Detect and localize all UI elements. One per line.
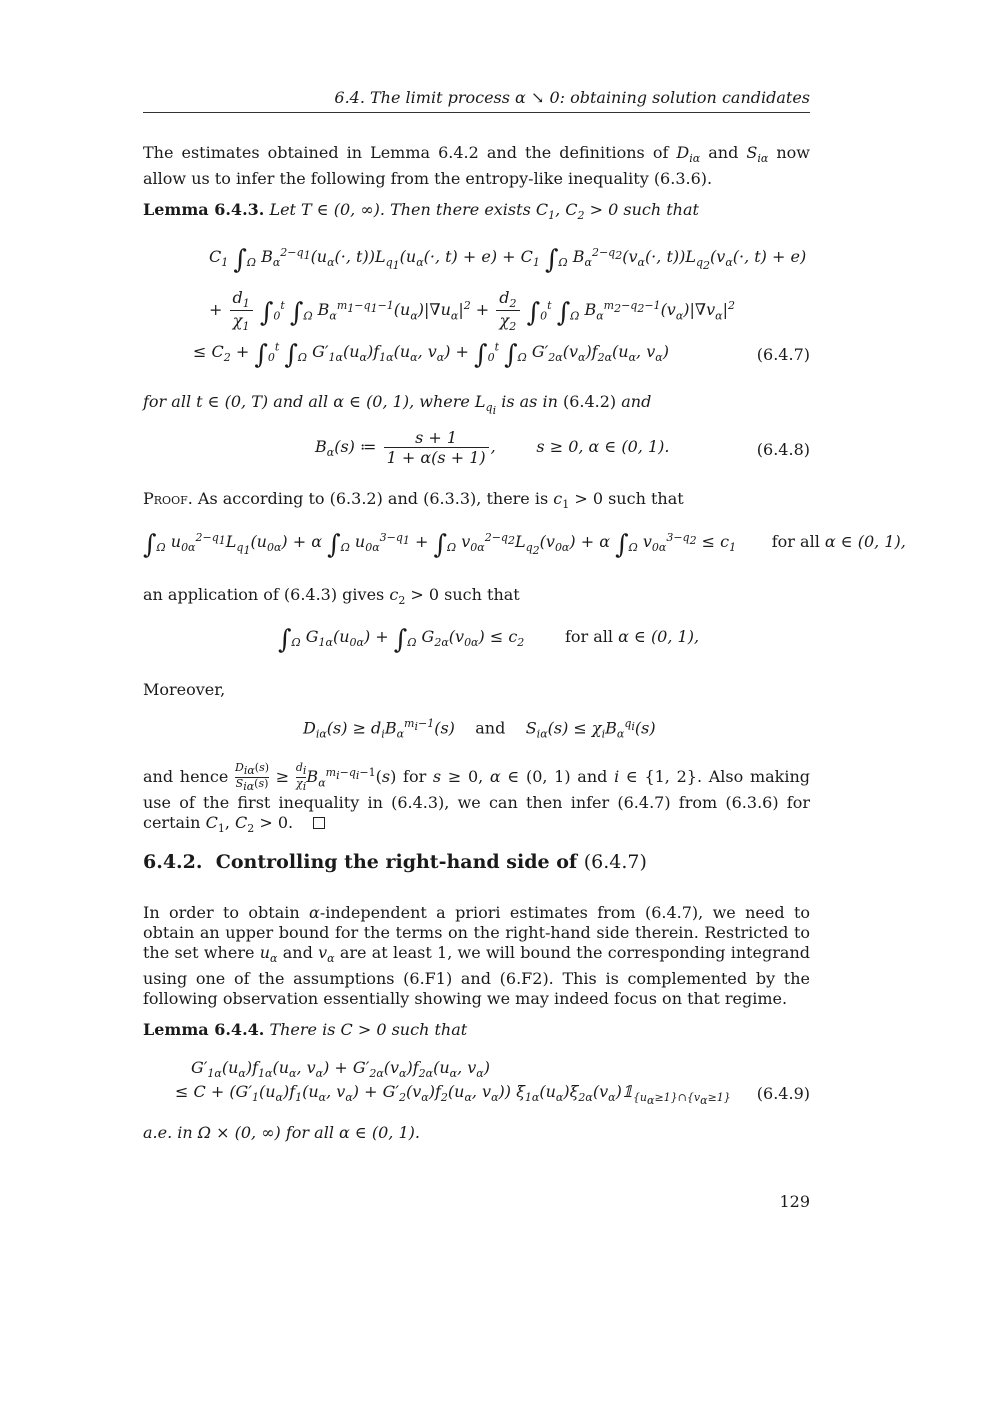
lemma-6-4-4-statement [143, 1020, 810, 1040]
proof-equation-1: $\int_\Omega$ $u_{0\alpha}^{2-q_1}L_{q_1}(u_{0\alpha}) + \alpha$ $\int_\Omega$ $u_{0\alpha}^{3-q_1} + \int_\Omega$ $v_{0\alpha}^{2-q_2}L_{q_2}(v_{0\alpha}) + \alpha$ $\int_\Omega$ $v_{0\alpha}^{3-q_2} \le c_1$ for all α ∈ (0, 1), [143, 530, 906, 560]
lemma-6-4-4-text: There is C > 0 such that [269, 1020, 468, 1039]
section-title: Controlling the right-hand side of [215, 851, 578, 873]
lemma-6-4-3-after: for all t ∈ (0, T) and all α ∈ (0, 1), where $L_{q_i}$ is as in (6.4.2) and [143, 392, 652, 418]
equation-6-4-9-line1: $G'_{1\alpha}(u_\alpha)f_{1\alpha}(u_\alpha$, $v_\alpha) + G'_{2\alpha}(v_\alpha)f_{2\alpha}(u_\alpha$, $v_\alpha$) [191, 1058, 490, 1081]
section-heading [143, 851, 647, 873]
lemma-6-4-3-label: Lemma 6.4.3. [143, 200, 265, 219]
qed-square-icon [313, 817, 325, 829]
equation-number-6-4-7: (6.4.7) [756, 345, 810, 364]
proof-line-4: and hence $D_{i\alpha}(s)$ $S_{i\alpha}(s)$ ≥ $\frac{d_i}{\chi_i}B_\alpha^{m_i-q_i-1}(s)$ for s ≥ 0, α ∈ (0, 1) and i ∈ {1, 2}. Also making use of the first inequality in (6.4.3), we can then infer (6.4.7) from (6.3.6) for certain $C_1$, $C_2 > 0$. [143, 761, 811, 836]
section-paragraph: In order to obtain α-independent a priori estimates from (6.4.7), we need to obtain an upper bound for the terms on the right-hand side therein. Restricted to the set where $u_\alpha$ and $v_\alpha$ are at least 1, we will bound the corresponding integrand using one of the assumptions (6.F1) and (6.F2). This is complemented by the following observation essentially showing we may indeed focus on that regime. [143, 903, 811, 1009]
proof-label: Proof. [143, 489, 193, 508]
lemma-6-4-4-after: a.e. in Ω × (0, ∞) for all α ∈ (0, 1). [143, 1123, 420, 1142]
equation-number-6-4-8: (6.4.8) [756, 440, 810, 459]
proof-line-2: an application of (6.4.3) gives $c_2 > 0$ such that [143, 585, 520, 608]
proof-intro: Proof. As according to (6.3.2) and (6.3.3), there is $c_1 > 0$ such that [143, 489, 684, 512]
intro-paragraph: The estimates obtained in Lemma 6.4.2 and the definitions of $D_{i\alpha}$ and $S_{i\alpha}$ now allow us to infer the following from the entropy-like inequality (6.3.6). [143, 143, 810, 189]
equation-number-6-4-9: (6.4.9) [756, 1084, 810, 1103]
section-number: 6.4.2. [143, 851, 203, 873]
running-header: 6.4. The limit process α ↘ 0: obtaining solution candidates [143, 88, 810, 113]
equation-6-4-8: $B_\alpha(s)$ ≔ $\frac{s + 1}{1 + \alpha(s + 1)}$ , s ≥ 0, α ∈ (0, 1). [315, 428, 670, 467]
page-number: 129 [779, 1192, 810, 1211]
lemma-6-4-3-statement: Lemma 6.4.3. Let T ∈ (0, ∞). Then there exists $C_1$, $C_2 > 0$ such that [143, 200, 699, 223]
proof-line-3: Moreover, [143, 680, 226, 699]
equation-6-4-7-line3: ≤ $C_2 + \int_0^t$ $\int_\Omega$ $G'_{1\alpha}(u_\alpha)f_{1\alpha}(u_\alpha$, $v_\alpha) + \int_0^t$ $\int_\Omega$ $G'_{2\alpha}(v_\alpha)f_{2\alpha}(u_\alpha$, $v_\alpha$) [193, 340, 669, 370]
equation-6-4-7-line2: + $\frac{d_1}{\chi_1}$ $\int_0^t$ $\int_\Omega$ $B_\alpha^{m_1-q_1-1}(u_\alpha)|\nabla u_\alpha|^2$ + $\frac{d_2}{\chi_2}$ $\int_0^t$ $\int_\Omega$ $B_\alpha^{m_2-q_2-1}(v_\alpha)|\nabla v_\alpha|^2$ [209, 288, 735, 334]
equation-6-4-9-line2: ≤ $C + (G'_1(u_\alpha)f_1(u_\alpha$, $v_\alpha) + G'_2(v_\alpha)f_2(u_\alpha$, $v_\alpha$)) $\xi_{1\alpha}(u_\alpha)\xi_{2\alpha}(v_\alpha)𝟙_{\{u_\alpha\ge 1\}\cap\{v_\alpha\ge 1\}}$ [175, 1082, 731, 1108]
equation-6-4-7-line1: $C_1$ $\int_\Omega$ $B_\alpha^{2-q_1}(u_\alpha(\cdot$, $t))L_{q_1}(u_\alpha(\cdot$, $t) + e) + C_1$ $\int_\Omega$ $B_\alpha^{2-q_2}(v_\alpha(\cdot$, $t))L_{q_2}(v_\alpha(\cdot$, t) + e) [209, 245, 807, 275]
proof-equation-2: $\int_\Omega$ $G_{1\alpha}(u_{0\alpha}) + \int_\Omega$ $G_{2\alpha}(v_{0\alpha}) \le c_2$ for all α ∈ (0, 1), [278, 625, 700, 655]
section-ref: (6.4.7) [583, 851, 647, 873]
lemma-6-4-4-label: Lemma 6.4.4. [143, 1020, 265, 1039]
proof-equation-3: $D_{i\alpha}(s) \ge d_iB_\alpha^{m_i-1}(s)$ and $S_{i\alpha}(s) \le \chi_iB_\alpha^{q_i}(s)$ [303, 717, 656, 741]
